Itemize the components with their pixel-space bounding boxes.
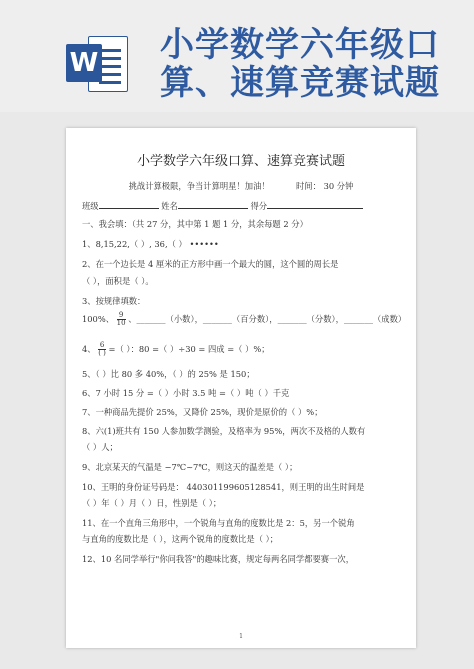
question-10-line-2: （ ）年（ ）月（ ）日，性别是（ ）；	[82, 498, 222, 508]
section-header: 一、我会填：（共 27 分，其中第 1 题 1 分，其余每题 2 分）	[82, 219, 308, 229]
question-9: 9、北京某天的气温是 −7℃~7℃，则这天的温差是（ ）；	[82, 462, 298, 472]
question-10-line-1: 10、王明的身份证号码是： 440301199605128541，则王明的出生时间是	[82, 482, 365, 492]
question-3: 3、按规律填数：	[82, 296, 146, 306]
question-11-line-2: 与直角的度数比是（ ），这两个锐角的度数比是（ ）；	[82, 534, 279, 544]
time-label: 时间：	[296, 181, 321, 191]
q3-fraction	[117, 312, 126, 327]
page-title: 小学数学六年级口算、速算竞赛试题	[136, 154, 345, 169]
q4-fraction	[98, 342, 106, 357]
banner-title-line-2: 算、速算竞赛试题	[160, 63, 440, 103]
document-page	[66, 128, 416, 648]
q3-rest: 、_______（小数），_______（百分数），_______（分数），_______（成数）	[128, 314, 407, 324]
q3-fraction-denominator: 10	[116, 319, 126, 327]
question-2-line-2: （ ），面积是（ ）。	[82, 276, 154, 286]
score-field[interactable]	[267, 200, 363, 209]
page-number: 1	[239, 633, 243, 640]
question-6: 6、7 小时 15 分 =（ ）小时 3.5 吨 =（ ）吨（ ）千克	[82, 388, 290, 398]
q4-rest: =（ ）：80 =（ ）÷30 = 四成 =（ ）%；	[108, 344, 270, 354]
question-11-line-1: 11、在一个直角三角形中，一个锐角与直角的度数比是 2：5，另一个锐角	[82, 518, 355, 528]
name-label: 姓名	[161, 201, 178, 211]
q4-prefix: 4、	[82, 344, 96, 354]
q4-fraction-numerator: 6	[99, 341, 105, 349]
class-label: 班级	[82, 201, 99, 211]
word-letter-badge: W	[66, 44, 102, 82]
banner	[0, 0, 474, 112]
class-field[interactable]	[99, 200, 159, 209]
question-12: 12、10 名同学举行"你问我答"的趣味比赛，规定每两名同学都要赛一次，	[82, 554, 354, 564]
time-value: 30 分钟	[323, 181, 354, 191]
score-label: 得分	[250, 201, 268, 211]
question-3-sequence	[82, 312, 412, 327]
q3-prefix: 100%、	[82, 314, 115, 324]
question-8-line-2: （ ）人；	[82, 442, 118, 452]
challenge-line	[66, 180, 416, 192]
name-field[interactable]	[178, 200, 248, 209]
q3-fraction-numerator: 9	[117, 312, 126, 320]
question-8-line-1: 8、六(1)班共有 150 人参加数学测验，及格率为 95%，两次不及格的人数有	[82, 426, 366, 436]
question-2-line-1: 2、在一个边长是 4 厘米的正方形中画一个最大的圆，这个圆的周长是	[82, 259, 339, 269]
q4-fraction-denominator: ( )	[98, 349, 106, 357]
question-4	[82, 342, 412, 357]
question-1: 1、8,15,22,（ ）, 36,（ ） ••••••	[82, 239, 219, 249]
challenge-text: 挑战计算极限，争当计算明星！加油！	[128, 181, 270, 191]
word-document-icon	[66, 34, 128, 92]
student-info-line	[82, 200, 412, 212]
banner-title	[160, 26, 460, 102]
question-5: 5、（ ）比 80 多 40%，（ ）的 25% 是 150；	[82, 369, 255, 379]
question-7: 7、一种商品先提价 25%，又降价 25%，现价是原价的（ ）%；	[82, 407, 323, 417]
banner-title-line-1: 小学数学六年级口	[160, 25, 440, 65]
